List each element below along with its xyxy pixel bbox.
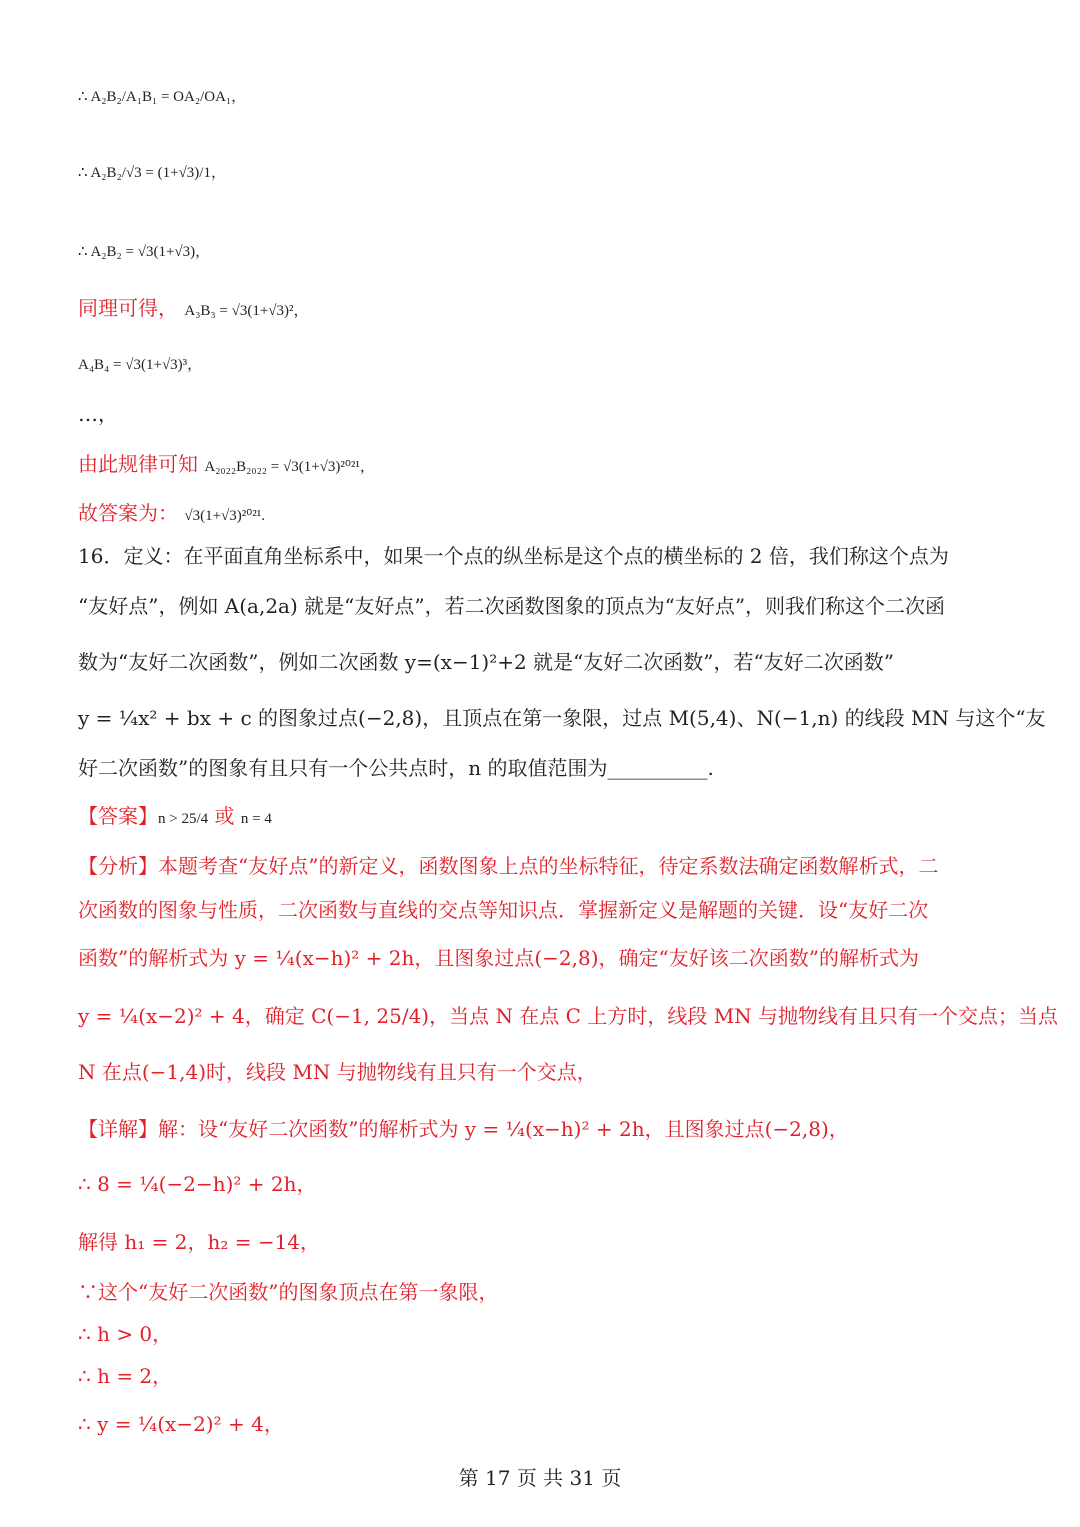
analysis-line-2: 次函数的图象与性质，二次函数与直线的交点等知识点．掌握新定义是解题的关键．设“友好二次 xyxy=(78,898,929,922)
solution-line-4: 同理可得， A₃B₃ = √3(1+√3)²， xyxy=(78,296,309,320)
solution-line-2: ∴ A₂B₂/√3 = (1+√3)/1， xyxy=(78,165,226,181)
solution-line-5: A₄B₄ = √3(1+√3)³， xyxy=(78,357,203,373)
question-line-1: 16．定义：在平面直角坐标系中，如果一个点的纵坐标是这个点的横坐标的 2 倍，我们称这个点为 xyxy=(78,544,949,568)
detail-line-1: 【详解】解：设“友好二次函数”的解析式为 y = ¼(x−h)² + 2h，且图象过点(−2,8)， xyxy=(78,1117,849,1141)
question-line-4: y = ¼x² + bx + c 的图象过点(−2,8)，且顶点在第一象限，过点 M(5,4)、N(−1,n) 的线段 MN 与这个“友 xyxy=(78,706,1046,730)
analysis-line-3: 函数”的解析式为 y = ¼(x−h)² + 2h，且图象过点(−2,8)，确定“友好该二次函数”的解析式为 xyxy=(78,946,919,970)
solution-line-8: 故答案为： √3(1+√3)²⁰²¹. xyxy=(78,501,266,525)
solution-line-6: …， xyxy=(78,402,118,426)
question-line-3: 数为“友好二次函数”，例如二次函数 y=(x−1)²+2 就是“友好二次函数”，若“友好二次函数” xyxy=(78,650,894,674)
detail-line-3: 解得 h₁ = 2，h₂ = −14， xyxy=(78,1230,321,1254)
detail-line-2: ∴ 8 = ¼(−2−h)² + 2h， xyxy=(78,1172,317,1196)
detail-line-7: ∴ y = ¼(x−2)² + 4， xyxy=(78,1412,284,1436)
detail-line-6: ∴ h = 2， xyxy=(78,1364,173,1388)
analysis-line-1: 【分析】本题考查“友好点”的新定义，函数图象上点的坐标特征，待定系数法确定函数解析式，二 xyxy=(78,854,939,878)
detail-line-4: ∵这个“友好二次函数”的图象顶点在第一象限， xyxy=(78,1280,499,1304)
analysis-line-5: N 在点(−1,4)时，线段 MN 与抛物线有且只有一个交点， xyxy=(78,1060,597,1084)
question-line-5: 好二次函数”的图象有且只有一个公共点时，n 的取值范围为__________. xyxy=(78,756,714,780)
detail-line-5: ∴ h > 0， xyxy=(78,1322,173,1346)
page-number: 第 17 页 共 31 页 xyxy=(458,1466,622,1490)
solution-line-3: ∴ A₂B₂ = √3(1+√3)， xyxy=(78,244,211,260)
solution-line-7: 由此规律可知 A₂₀₂₂B₂₀₂₂ = √3(1+√3)²⁰²¹， xyxy=(78,452,375,476)
answer-line: 【答案】n > 25/4 或 n = 4 xyxy=(78,804,272,828)
solution-line-1: ∴ A₂B₂/A₁B₁ = OA₂/OA₁， xyxy=(78,89,247,105)
question-line-2: “友好点”，例如 A(a,2a) 就是“友好点”，若二次函数图象的顶点为“友好点”，则我们称这个二次函 xyxy=(78,594,946,618)
answer-tag: 【答案】 xyxy=(78,804,158,828)
analysis-line-4: y = ¼(x−2)² + 4，确定 C(−1, 25/4)，当点 N 在点 C 上方时，线段 MN 与抛物线有且只有一个交点；当点 xyxy=(78,1004,1059,1028)
